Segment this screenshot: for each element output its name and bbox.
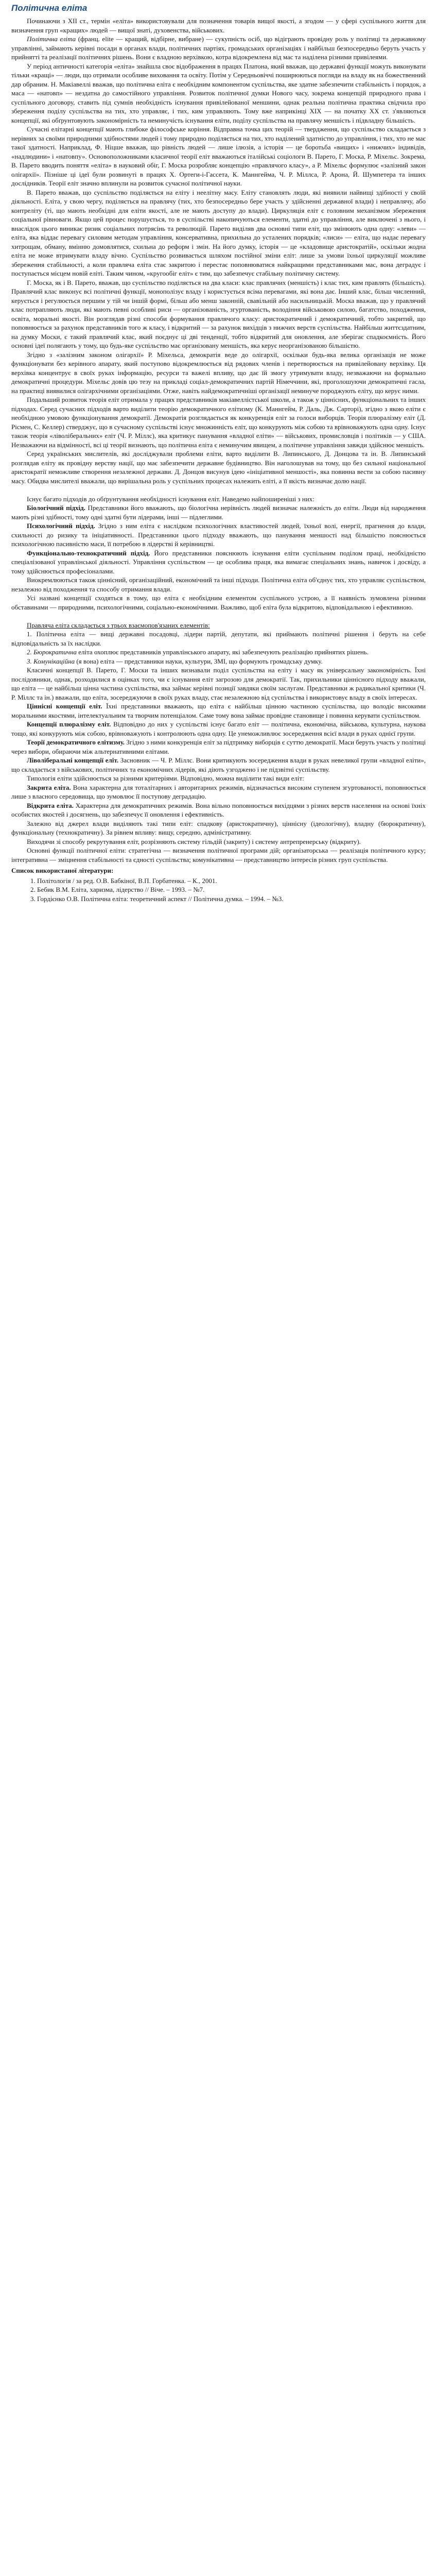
- paragraph: [11, 395, 426, 449]
- text-run: Згідно з «залізним законом олігархії» Р. Міхельса, демократія веде до олігархії, оскільки будь-яка велика організація не може функціонувати без керівного апарату, який поступово відокремлюється від рядових членів і перетворюється на привілейовану верхівку. Ця верхівка концентрує в своїх руках інформацію, ресурси та важелі впливу, що дає їй змогу утримувати владу, незважаючи на формально демократичні процедури. Міхельс довів цю тезу на прикладі соціал-демократичних партій Німеччини, які, проголошуючи демократичні гасла, на практиці виявилися олігархічними організаціями. Отже, навіть найдемократичніші організації неминуче породжують еліту, що керує ними.: [11, 350, 426, 395]
- text-run: Представники його вважають, що біологічна нерівність людей визначає належність до еліти. Люди від народження мають різні здібності, тому одні здатні бути лідерами, інші — підлеглими.: [11, 504, 426, 521]
- text-run: Подальший розвиток теорія еліт отримала у працях представників макіавеллістської школи, а також у ціннісних, функціональних та інших підходах. Серед сучасних підходів варто виділити теорію демократичного елітизму (К. Маннгейм, Р. Даль, Дж. Сарторі), згідно з якою еліти є необхідною умовою функціонування демократії. Демократія розглядається як конкуренція еліт за голоси виборців. Теорія плюралізму еліт (Д. Рісмен, С. Келлер) стверджує, що в сучасному суспільстві існує множинність еліт, що конкурують між собою та врівноважують одна одну. Існує також теорія «ліволіберальних» еліт (Ч. Р. Міллс), яка критикує панування «владної еліти» — військових, промисловців і політиків — у США. Незважаючи на відмінності, всі ці теорії визнають, що політична еліта є неминучим явищем, а політичне управління завжди здійснює меншість.: [11, 396, 426, 449]
- paragraph: [11, 521, 426, 549]
- paragraph: [11, 837, 426, 846]
- paragraph: [11, 449, 426, 485]
- paragraph-gap: [11, 612, 426, 621]
- paragraph: [11, 503, 426, 521]
- text-run: Існує багато підходів до обґрунтування необхідності існування еліт. Наведемо найпоширеніші з них:: [27, 495, 315, 503]
- document-body: [11, 16, 426, 864]
- paragraph-gap: [11, 485, 426, 495]
- paragraph: [11, 350, 426, 396]
- text-run: Його представники пояснюють існування еліти суспільним поділом праці, необхідністю спеціалізованої управлінської діяльності. Управління суспільством — це особлива праця, яка вимагає спеціальних знань, навичок і досвіду, а тому здійснюється професіоналами.: [11, 549, 426, 575]
- reference-item: 2. Бебик В.М. Еліта, харизма, лідерство // Віче. – 1993. – №7.: [37, 885, 426, 894]
- paragraph: [11, 819, 426, 837]
- text-run: Біологічний підхід.: [27, 504, 85, 512]
- text-run: Виокремлюються також ціннісний, організаційний, економічний та інші підходи. Політична еліта об'єднує тих, хто управляє суспільством, незалежно від походження та способу отримання влади.: [11, 576, 426, 593]
- text-run: Функціонально-технократичний підхід.: [27, 549, 150, 557]
- text-run: Закрита еліта.: [27, 783, 71, 791]
- references-list: [11, 876, 426, 904]
- paragraph: [11, 188, 426, 278]
- text-run: Усі названі концепції сходяться в тому, що еліта є необхідним елементом суспільного устрою, а її наявність зумовлена різними обставинами — природними, психологічними, соціально-економічними. Важливо, щоб еліта була відкритою, відповідальною і ефективною.: [11, 594, 426, 611]
- paragraph: [11, 783, 426, 801]
- text-run: Концепції плюралізму еліт.: [27, 720, 111, 728]
- page-title: Політична еліта: [11, 3, 88, 13]
- paragraph: [11, 648, 426, 657]
- paragraph: [11, 278, 426, 350]
- paragraph: [11, 657, 426, 666]
- text-run: 1. Політична еліта — вищі державні посадовці, лідери партій, депутати, які приймають політичні рішення і беруть на себе відповідальність за їх наслідки.: [11, 630, 426, 647]
- paragraph: [11, 801, 426, 819]
- text-run: (франц. elite — кращий, відбірне, вибране) — сукупність осіб, що відіграють провідну роль у політиці та державному управлінні, займають керівні посади в органах влади, політичних партіях, громадських організаціях і найбільш безпосередньо беруть участь у прийнятті та реалізації політичних рішень. Вони є владною верхівкою, котра відокремлена від мас та наділена різними привілеями.: [11, 35, 426, 61]
- text-run: Політична еліта: [27, 35, 76, 43]
- paragraph: [11, 720, 426, 738]
- reference-item: 3. Гордієнко О.В. Політична еліта: теоретичний аспект // Політична думка. – 1994. – №3.: [37, 894, 426, 904]
- text-run: еліта охоплює представників управлінського апарату, які забезпечують реалізацію прийнятих рішень.: [76, 648, 369, 656]
- text-run: Правляча еліта складається з трьох взаємопов'язаних елементів:: [27, 621, 210, 629]
- text-run: Виходячи зі способу рекрутування еліт, розрізняють систему гільдій (закриту) і систему антрепренерську (відкриту).: [27, 837, 361, 845]
- text-run: Типологія еліти здійснюється за різними критеріями. Відповідно, можна виділити такі види еліт:: [27, 774, 304, 782]
- text-run: У період античності категорія «еліта» знайшла своє відображення в працях Платона, який вважав, що державні функції можуть виконувати тільки «кращі» — люди, що отримали особливе виховання та освіту. Потім у Середньовіччі поширюються погляди на владу як на божественний дар обраним. Н. Макіавеллі вважав, що політична еліта є необхідним компонентом суспільства, яке здатне забезпечити стабільність і порядок, а маса — «натовп» — нездатна до самостійного управління. Розвиток політичної думки Нового часу, зокрема концепцій природного права і суспільного договору, ставить під сумнів необхідність існування привілейованої меншини, однак реальна політична практика свідчила про збереження поділу суспільства на тих, хто управляє, і тих, ким управляють. Тому вже наприкінці XIX — на початку XX ст. з'являються концепції, які обґрунтовують закономірність та неминучість існування еліти, поділу суспільства на правлячу меншість і підвладну більшість.: [11, 62, 426, 124]
- text-run: 3. Комунікаційна: [27, 657, 75, 665]
- text-run: Згідно з ним еліта є наслідком психологічних властивостей людей, їхньої волі, енергії, прагнення до влади, схильності до ризику та ініціативності. Представники цього підходу вважають, що панування меншості над більшістю пояснюється психологічною пасивністю маси, її потребою в лідерстві й керівництві.: [11, 522, 426, 548]
- paragraph: [11, 738, 426, 756]
- paragraph: [11, 846, 426, 864]
- paragraph: [11, 62, 426, 125]
- text-run: Серед українських мислителів, які досліджували проблеми еліти, варто виділити В. Липинського, Д. Донцова та ін. В. Липинський розглядав еліту як провідну верству нації, що має забезпечити державне будівництво. Він наголошував на тому, що без сильної національної аристократії неможливе створення незалежної держави. Д. Донцов висунув ідею «ініціативної меншості», яка повинна вести за собою пасивну масу. Обидва мислителі вважали, що вирішальна роль у суспільних процесах належить еліті, а її якість визначає долю нації.: [11, 450, 426, 485]
- text-run: Починаючи з XII ст., термін «еліта» використовували для позначення товарів вищої якості, а згодом — у сфері суспільного життя для визначення груп «кращих» людей — вищої знаті, духовенства, військових.: [11, 17, 426, 34]
- text-run: Психологічний підхід.: [27, 522, 95, 530]
- text-run: Згідно з ними конкуренція еліт за підтримку виборців є суттю демократії. Маси беруть участь у політиці через вибори, обираючи між альтернативними елітами.: [11, 738, 426, 755]
- paragraph: [11, 35, 426, 62]
- text-run: Основні функції політичної еліти: стратегічна — визначення політичної програми дій; організаторська — реалізація політичного курсу; інтегративна — зміцнення стабільності та єдності суспільства; комунікативна — представництво інтересів різних груп суспільства.: [11, 846, 426, 863]
- paragraph: [11, 621, 426, 630]
- paragraph: [11, 594, 426, 612]
- text-run: Характерна для демократичних режимів. Вона вільно поповнюється вихідцями з різних верств населення на основі їхніх особистих якостей і досягнень, що забезпечує її оновлення і ефективність.: [11, 801, 426, 818]
- paragraph: [11, 549, 426, 576]
- text-run: Г. Моска, як і В. Парето, вважав, що суспільство поділяється на два класи: клас правлячих (меншість) і клас тих, ким правлять (більшість). Правлячий клас виконує всі політичні функції, монополізує владу і користується всіма перевагами, які вона дає. Інший клас, більш численний, керується і регулюється першим у тій чи іншій формі, більш або менш законній, свавільній або насильницькій. Моска вважав, що у правлячий клас потрапляють люди, які мають певні особливі риси — організованість, згуртованість, володіння військовою силою, багатство, походження, освіта, моральні якості. Він розглядав різні способи формування правлячого класу: аристократичний і демократичний, тобто закритий, що поповнюється за рахунок представників того ж класу, і відкритий — за рахунок вихідців з нижчих верств суспільства. Найбільш життєздатним, на думку Моски, є такий правлячий клас, який поєднує ці дві тенденції, тобто відкритий для оновлення, але зберігає спадкоємність. Його основні ідеї полягають у тому, що будь-яке суспільство має організовану меншість, яка керує неорганізованою більшістю.: [11, 278, 426, 349]
- paragraph: [11, 630, 426, 648]
- paragraph: [11, 495, 426, 504]
- paragraph: [11, 756, 426, 774]
- paragraph: [11, 666, 426, 702]
- text-run: Ліволіберальні концепції еліт.: [27, 756, 119, 764]
- text-run: Сучасні елітарні концепції мають глибоке філософське коріння. Відправна точка цих теорій — твердження, що суспільство складається з нерівних за своїми природними здібностями людей і тому природно поділяється на тих, хто наділений здатністю до управління, і тих, хто не має такої здатності. Наприклад, Ф. Ніцше вважав, що рівність людей — лише ілюзія, а історія — це боротьба «вищих» і «нижчих» індивідів, «надлюдини» і «натовпу». Основоположниками класичної теорії еліт вважаються італійські соціологи В. Парето, Г. Моска, Р. Міхельс. Зокрема, В. Парето вводить поняття «еліта» в науковий обіг, Г. Моска розробляє концепцію «правлячого класу», а Р. Міхельс формулює «залізний закон олігархії». Пізніше ці ідеї були розвинуті в працях Х. Ортеги-і-Гассета, К. Маннгейма, Ч. Р. Міллса, Р. Арона, Й. Шумпетера та інших дослідників. Теорії еліт значно вплинули на розвиток сучасної політичної науки.: [11, 125, 426, 187]
- text-run: Залежно від джерел влади виділяють такі типи еліт: спадкову (аристократичну), ціннісну (ідеологічну), владну (бюрократичну), функціональну (технократичну). За рівнем впливу: вищу, середню, адміністративну.: [11, 819, 426, 836]
- text-run: В. Парето вважав, що суспільство поділяється на еліту і неелітну масу. Еліту становлять люди, які виявили найвищі здібності у своїй діяльності. Еліта, у свою чергу, поділяється на правлячу (тих, хто безпосередньо бере участь у здійсненні державної влади) і неправлячу, або контреліту (ті, що мають необхідні для еліти якості, але не мають доступу до влади). Циркуляція еліт є головним механізмом збереження соціальної рівноваги. Якщо цей процес порушується, то в суспільстві накопичуються елементи, здатні до управління, але виключені з нього, і внаслідок цього виникає ризик соціальних потрясінь та революцій. Парето виділяв два основні типи еліт, що змінюють одна одну: «леви» — еліта, яка віддає перевагу силовим методам управління, консервативна, прихильна до усталених порядків; «лиси» — еліта, що надає перевагу хитрощам, обману, вмінню домовлятися, схильна до реформ і змін. На його думку, історія — це «кладовище аристократій», оскільки жодна еліта не може втримувати владу вічно. Суспільство розвивається шляхом постійної зміни еліт: лише за умови їхньої циркуляції можливе збереження стабільності, а коли правляча еліта стає закритою і перестає поповнюватися найкращими представниками мас, вона деградує і поступається місцем новій еліті. Таким чином, «кругообіг еліт» є тим, що забезпечує стабільну політичну систему.: [11, 188, 426, 277]
- paragraph: [11, 702, 426, 720]
- text-run: 2. Бюрократична: [27, 648, 77, 656]
- paragraph: [11, 125, 426, 188]
- text-run: Класичні концепції В. Парето, Г. Моски та інших визнавали поділ суспільства на еліту і масу як універсальну закономірність. Їхні послідовники, однак, розходилися в оцінках того, чи є існування еліт загрозою для демократії. Так, прихильники ціннісного підходу вважали, що еліта — це найбільш цінна частина суспільства, яка займає керівні позиції завдяки своїм заслугам. Представники ж радикальної критики (Ч. Р. Міллс та ін.) вважали, що еліта, зосереджуючи в своїх руках владу, стає незалежною від суспільства і використовує владу в своїх інтересах.: [11, 666, 426, 701]
- text-run: Ціннісні концепції еліт.: [27, 702, 102, 710]
- text-run: Теорії демократичного елітизму.: [27, 738, 125, 746]
- paragraph: [11, 774, 426, 783]
- text-run: Їхні представники вважають, що еліта є найбільш цінною частиною суспільства, що володіє високими моральними якостями, інтелектуальним та творчим потенціалом. Саме тому вона займає провідне становище і повинна керувати суспільством.: [11, 702, 426, 719]
- paragraph: [11, 575, 426, 594]
- references-heading: Список використаної літератури:: [11, 867, 114, 874]
- text-run: Засновник — Ч. Р. Міллс. Вони критикують зосередження влади в руках невеликої групи «владної еліти», що складається з військових, політичних та економічних лідерів, які діють узгоджено і не підзвітні суспільству.: [11, 756, 426, 773]
- text-run: Вона характерна для тоталітарних і авторитарних режимів, відзначається високим ступенем згуртованості, поповнюється лише з власного середовища, що зумовлює її поступову деградацію.: [11, 783, 426, 800]
- text-run: Відкрита еліта.: [27, 801, 74, 809]
- text-run: Відповідно до них у суспільстві існує багато еліт — політична, економічна, військова, культурна, наукова тощо, які конкурують між собою, врівноважують і контролюють одна одну. Це унеможливлює зосередження всієї влади в руках однієї групи.: [11, 720, 426, 737]
- reference-item: 1. Політологія / за ред. О.В. Бабкіної, В.П. Горбатенка. – К., 2001.: [37, 876, 426, 886]
- document-page: [6, 0, 430, 907]
- paragraph: [11, 16, 426, 35]
- text-run: (я вона) еліта — представники науки, культури, ЗМІ, що формують громадську думку.: [75, 657, 323, 665]
